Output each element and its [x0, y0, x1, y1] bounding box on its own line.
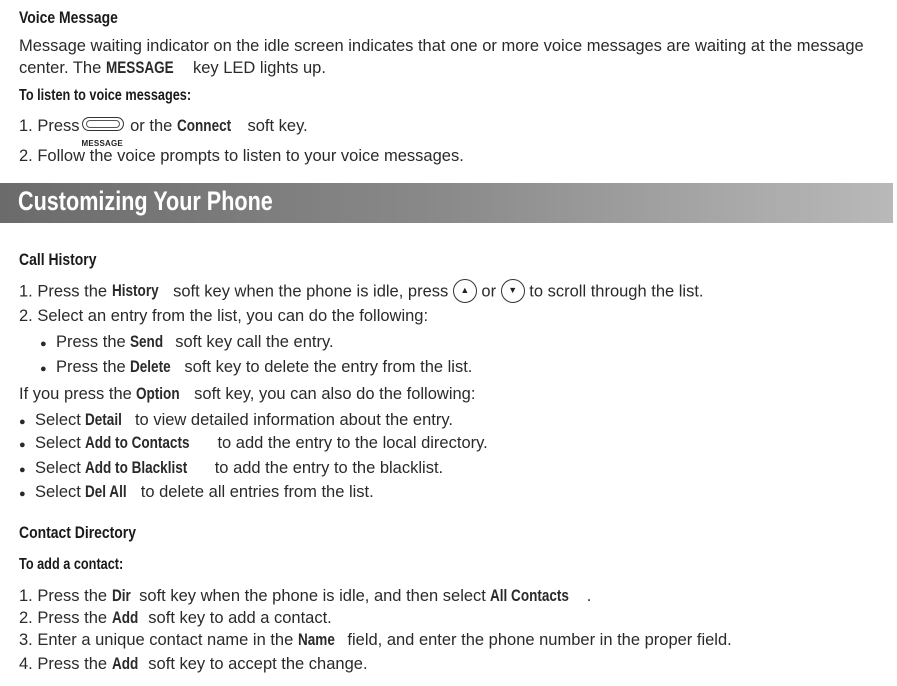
call-history-step-2: 2. Select an entry from the list, you can do the following: — [19, 307, 429, 325]
voice-message-intro-line2: center. The MESSAGE key LED lights up. — [19, 59, 326, 77]
option-bullet-3: ● Select Add to Blacklist to add the entry to the blacklist. — [19, 458, 443, 480]
bullet-icon: ● — [40, 338, 47, 350]
message-key-text: MESSAGE — [105, 59, 174, 77]
add-contact-step-4: 4. Press the Add soft key to accept the change. — [19, 655, 368, 673]
listen-step-2: 2. Follow the voice prompts to listen to your voice messages. — [19, 147, 464, 165]
add-contact-step-1: 1. Press the Dir soft key when the phone is idle, and then select All Contacts . — [19, 587, 592, 605]
call-history-sub-bullet-2: ● Press the Delete soft key to delete the entry from the list. — [40, 357, 472, 379]
message-button-icon: MESSAGE — [80, 117, 126, 137]
option-intro: If you press the Option soft key, you can also do the following: — [19, 385, 476, 403]
add-contact-heading: To add a contact: — [19, 556, 124, 573]
up-arrow-icon: ▲ — [453, 279, 477, 303]
bullet-icon: ● — [19, 488, 26, 500]
contact-directory-heading: Contact Directory — [19, 523, 136, 542]
listen-heading: To listen to voice messages: — [19, 87, 192, 104]
add-contact-step-2: 2. Press the Add soft key to add a contact. — [19, 609, 332, 627]
bullet-icon: ● — [40, 363, 47, 375]
call-history-sub-bullet-1: ● Press the Send soft key call the entry. — [40, 332, 334, 354]
option-bullet-2: ● Select Add to Contacts to add the entry to the local directory. — [19, 433, 488, 455]
add-contact-step-3: 3. Enter a unique contact name in the Name field, and enter the phone number in the proper field. — [19, 631, 732, 649]
bullet-icon: ● — [19, 464, 26, 476]
section-banner-title: Customizing Your Phone — [18, 186, 273, 216]
call-history-step-1: 1. Press the History soft key when the phone is idle, press ▲ or ▼ to scroll through the list. — [19, 280, 704, 304]
voice-message-intro-line1: Message waiting indicator on the idle screen indicates that one or more voice messages are waiting at the message — [19, 37, 864, 55]
voice-message-heading: Voice Message — [19, 8, 118, 27]
listen-step-1: 1. Press MESSAGE or the Connect soft key. — [19, 117, 308, 148]
call-history-heading: Call History — [19, 250, 97, 269]
bullet-icon: ● — [19, 439, 26, 451]
option-bullet-4: ● Select Del All to delete all entries from the list. — [19, 482, 374, 504]
bullet-icon: ● — [19, 416, 26, 428]
option-bullet-1: ● Select Detail to view detailed information about the entry. — [19, 410, 453, 432]
down-arrow-icon: ▼ — [501, 279, 525, 303]
